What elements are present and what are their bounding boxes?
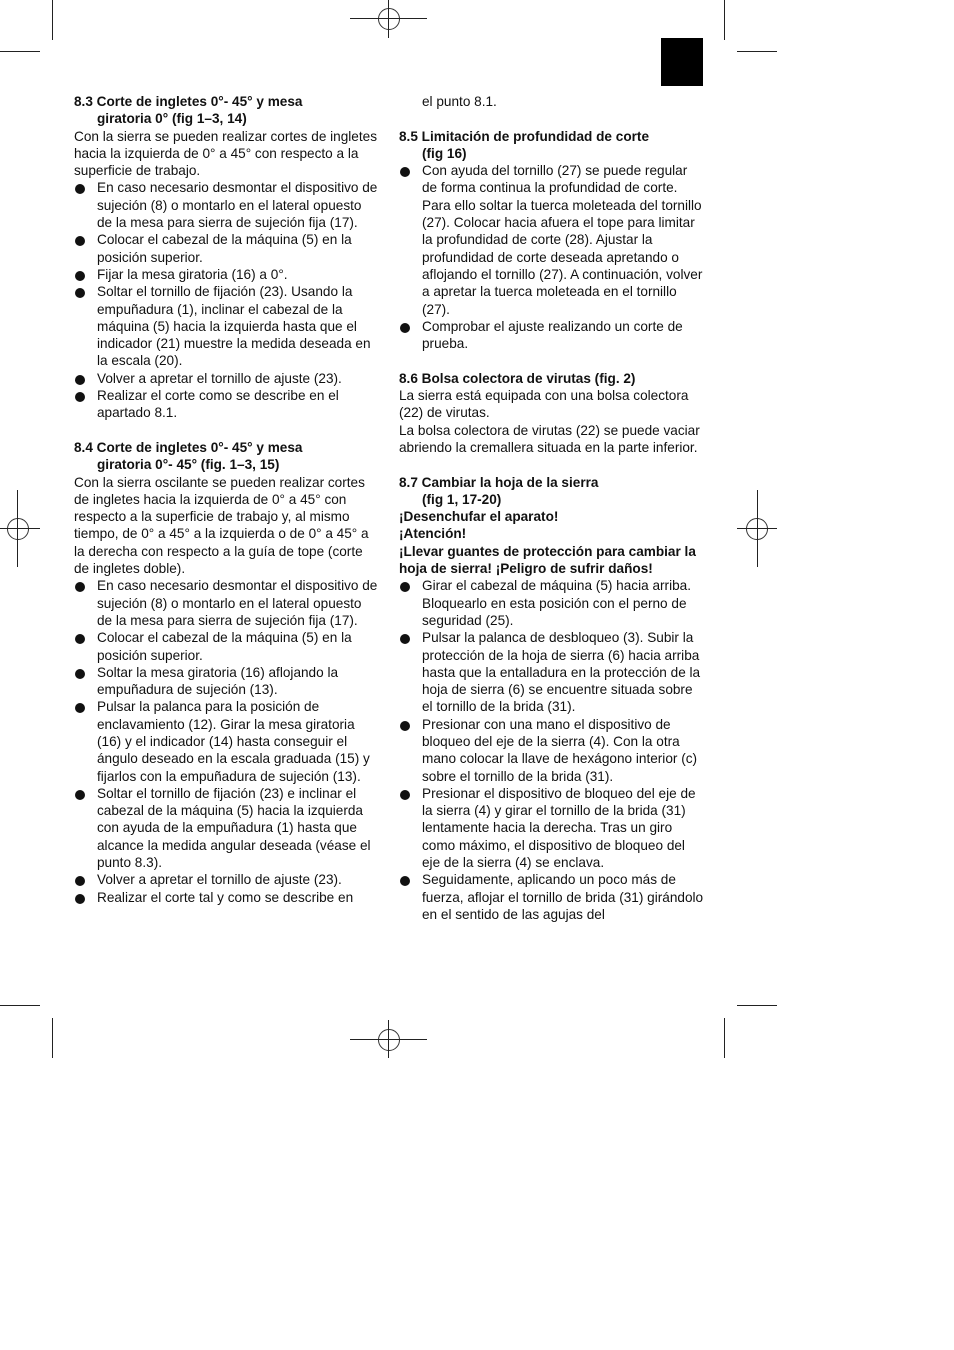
list-item: Pulsar la palanca de desbloqueo (3). Subir la protección de la hoja de sierra (6) hacia arriba hasta que la entalladura en la protección de la hoja de sierra (6) se encuentre situada sobre el tornillo de la brida (31). xyxy=(399,629,705,715)
section-8-5-bullets xyxy=(399,162,705,352)
section-8-3-title: 8.3 Corte de ingletes 0°- 45° y mesa giratoria 0° (fig 1–3, 14) xyxy=(74,94,303,127)
section-8-4-intro: Con la sierra oscilante se pueden realizar cortes de ingletes hacia la izquierda de 0° a 45° con respecto a la superficie de trabajo y, al mismo tiempo, de 0° a 45° a la izquierda o de 0° a 45° a la derecha con respecto a la guía de tope (corte de ingletes doble). xyxy=(74,474,369,577)
section-8-4-bullets xyxy=(74,577,380,906)
bullet-icon xyxy=(75,288,85,298)
list-item: En caso necesario desmontar el dispositivo de sujeción (8) o montarlo en el lateral opuesto de la mesa para sierra de sujeción fija (17). xyxy=(74,179,380,231)
list-item: Seguidamente, aplicando un poco más de fuerza, aflojar el tornillo de brida (31) girándolo en el sentido de las agujas del xyxy=(399,871,705,923)
bullet-icon xyxy=(400,634,410,644)
bullet-icon xyxy=(75,790,85,800)
section-8-3 xyxy=(74,93,380,422)
list-item: Colocar el cabezal de la máquina (5) en la posición superior. xyxy=(74,231,380,266)
list-item: Fijar la mesa giratoria (16) a 0°. xyxy=(74,266,380,283)
list-item: Soltar el tornillo de fijación (23) e inclinar el cabezal de la máquina (5) hacia la izquierda con ayuda de la empuñadura (1) hasta que alcance la medida angular deseada (véase el punto 8.3). xyxy=(74,785,380,871)
section-8-4 xyxy=(74,439,380,906)
bullet-icon xyxy=(75,582,85,592)
bullet-icon xyxy=(400,721,410,731)
section-8-7-title: 8.7 Cambiar la hoja de la sierra (fig 1, 17-20) xyxy=(399,474,599,507)
list-item: En caso necesario desmontar el dispositivo de sujeción (8) o montarlo en el lateral opuesto de la mesa para sierra de sujeción fija (17). xyxy=(74,577,380,629)
bullet-icon xyxy=(75,703,85,713)
section-8-5 xyxy=(399,128,705,353)
language-tab-marker xyxy=(661,38,703,86)
section-8-6-paragraph-1: La sierra está equipada con una bolsa colectora (22) de virutas. xyxy=(399,388,689,421)
list-item: Presionar con una mano el dispositivo de bloqueo del eje de la sierra (4). Con la otra mano colocar la llave de hexágono interior (c) sobre el tornillo de la brida (31). xyxy=(399,716,705,785)
bullet-icon xyxy=(75,669,85,679)
bullet-icon xyxy=(75,634,85,644)
bullet-icon xyxy=(75,375,85,385)
attention-warning: ¡Atención! xyxy=(399,526,467,542)
section-8-3-bullets xyxy=(74,179,380,421)
list-item: Soltar el tornillo de fijación (23). Usando la empuñadura (1), inclinar el cabezal de la máquina (5) hacia la izquierda hasta que el indicador (21) muestre la medida deseada en la escala (20). xyxy=(74,283,380,369)
list-item: Presionar el dispositivo de bloqueo del eje de la sierra (4) y girar el tornillo de la brida (31) lentamente hacia la derecha. Tras un giro como máximo, el dispositivo de bloqueo del eje de la sierra (4) se enclava. xyxy=(399,785,705,871)
bullet-icon xyxy=(400,323,410,333)
section-8-6-title: 8.6 Bolsa colectora de virutas (fig. 2) xyxy=(399,370,636,386)
list-item: Soltar la mesa giratoria (16) aflojando la empuñadura de sujeción (13). xyxy=(74,664,380,699)
list-item: Girar el cabezal de máquina (5) hacia arriba. Bloquearlo en esta posición con el perno de seguridad (25). xyxy=(399,577,705,629)
gloves-warning: ¡Llevar guantes de protección para cambiar la hoja de sierra! ¡Peligro de sufrir daños! xyxy=(399,543,696,577)
bullet-icon xyxy=(400,582,410,592)
list-item: Realizar el corte tal y como se describe en xyxy=(74,889,380,906)
list-item: Comprobar el ajuste realizando un corte de prueba. xyxy=(399,318,705,353)
list-item: Con ayuda del tornillo (27) se puede regular de forma continua la profundidad de corte. Para ello soltar la tuerca moleteada del tornillo (27). Colocar hacia afuera el tope para limitar la profundidad de corte (28). Ajustar la profundidad de corte deseada apretando o aflojando el tornillo (27). A continuación, volver a apretar la tuerca moleteada en el tornillo (27). xyxy=(399,162,705,318)
list-item: Volver a apretar el tornillo de ajuste (23). xyxy=(74,370,380,387)
section-8-6 xyxy=(399,370,705,456)
bullet-icon xyxy=(75,392,85,402)
section-8-7 xyxy=(399,474,705,924)
bullet-icon xyxy=(400,790,410,800)
section-8-7-bullets xyxy=(399,577,705,923)
unplug-warning: ¡Desenchufar el aparato! xyxy=(399,509,559,525)
section-8-5-title: 8.5 Limitación de profundidad de corte (fig 16) xyxy=(399,128,650,161)
section-8-4-title: 8.4 Corte de ingletes 0°- 45° y mesa giratoria 0°- 45° (fig. 1–3, 15) xyxy=(74,439,303,473)
list-item: Volver a apretar el tornillo de ajuste (23). xyxy=(74,871,380,888)
bullet-icon xyxy=(400,167,410,177)
bullet-icon xyxy=(75,236,85,246)
list-item: Colocar el cabezal de la máquina (5) en la posición superior. xyxy=(74,629,380,664)
bullet-icon xyxy=(75,894,85,904)
bullet-icon xyxy=(400,876,410,886)
section-8-3-intro: Con la sierra se pueden realizar cortes de ingletes hacia la izquierda de 0° a 45° con respecto a la superficie de trabajo. xyxy=(74,128,378,179)
list-item: Realizar el corte como se describe en el apartado 8.1. xyxy=(74,387,380,422)
bullet-icon xyxy=(75,184,85,194)
section-8-6-paragraph-2: La bolsa colectora de virutas (22) se puede vaciar abriendo la cremallera situada en la parte inferior. xyxy=(399,422,700,455)
continuation-text: el punto 8.1. xyxy=(422,94,497,109)
left-column xyxy=(74,93,380,906)
bullet-icon xyxy=(75,876,85,886)
bullet-icon xyxy=(75,271,85,281)
right-column xyxy=(399,93,705,923)
list-item: Pulsar la palanca para la posición de enclavamiento (12). Girar la mesa giratoria (16) y el indicador (14) hasta conseguir el ángulo deseado en la escala graduada (15) y fijarlos con la empuñadura de sujeción (13). xyxy=(74,698,380,784)
